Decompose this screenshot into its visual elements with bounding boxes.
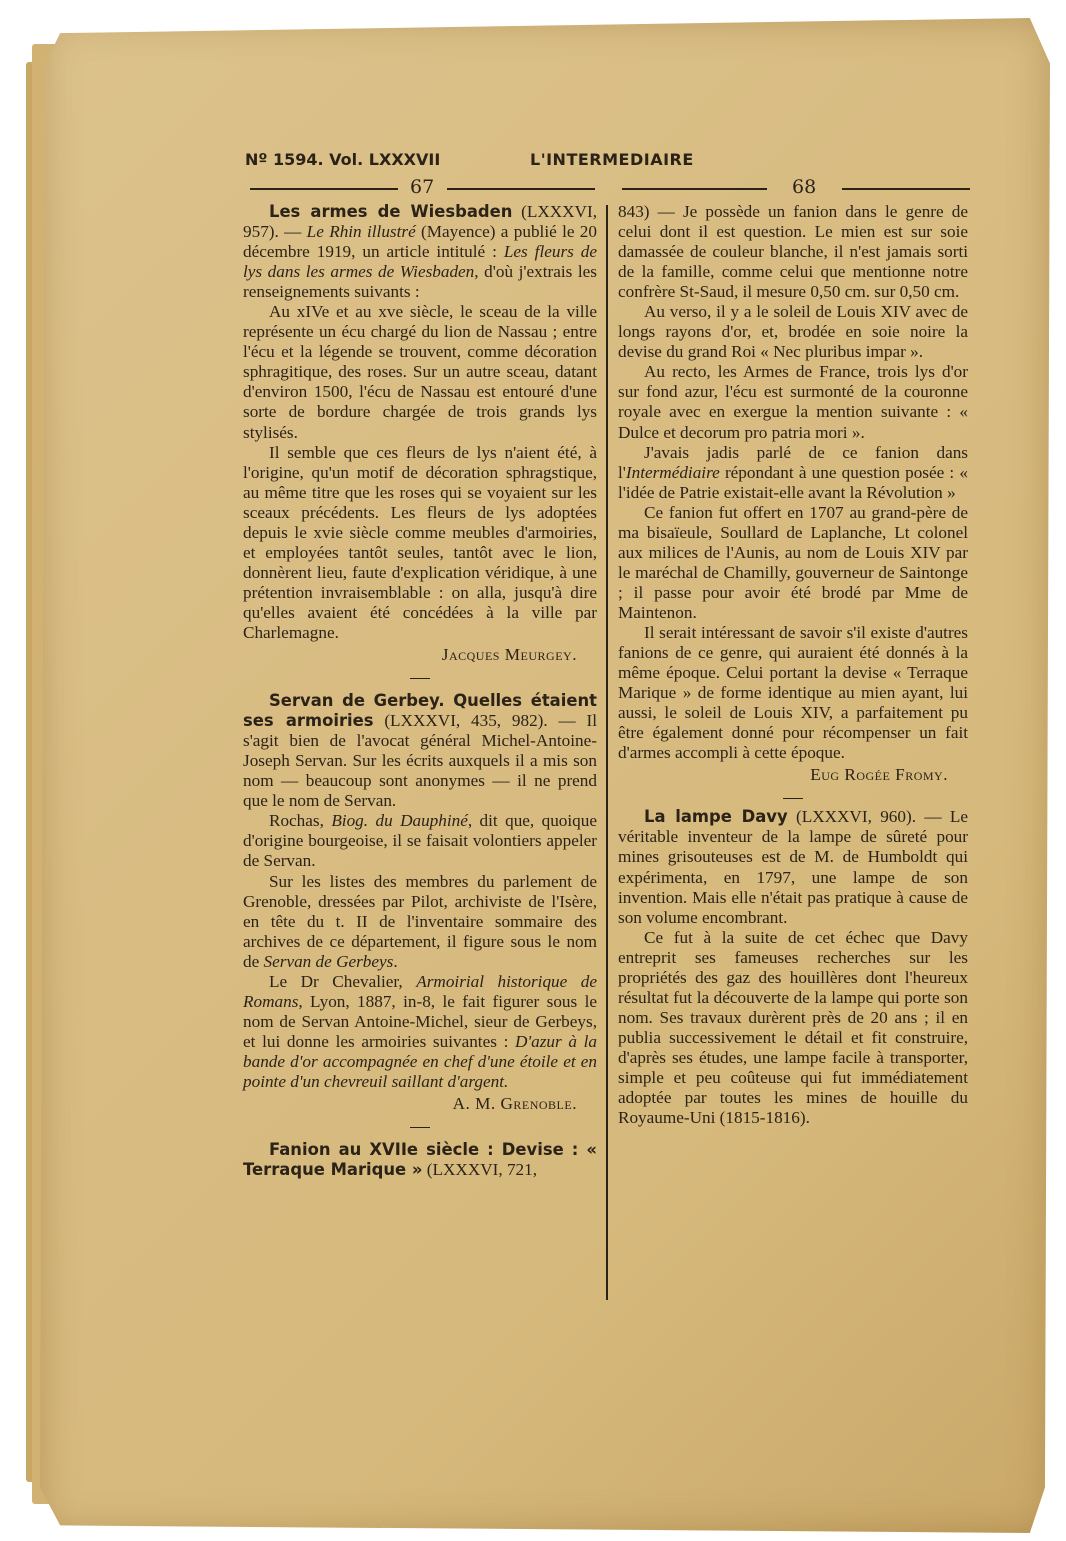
column-left [243,202,597,1180]
article-title: Fanion au XVIIe siècle : Devise : « Terraque Marique » [243,1140,597,1180]
signature: Eug Rogée Fromy. [810,765,948,785]
paragraph: Le Dr Chevalier, Armoirial historique de Romans, Lyon, 1887, in-8, le fait figurer sous le nom de Servan Antoine-Michel, sieur de Gerbeys, et lui donne les armoiries suivantes : D'azur à la bande d'or accompagnée en chef d'une étoile et en pointe d'un chevreuil saillant d'argent. [243,971,597,1091]
page-number-left-row [250,176,595,200]
header-rule [842,188,970,190]
article-title: Les armes de Wiesbaden [269,202,513,221]
signature: A. M. Grenoble. [452,1094,577,1114]
article-separator [243,1116,597,1136]
article-separator [243,667,597,687]
header-rule [447,188,595,190]
article-title: Servan de Gerbey. Quelles étaient ses armoiries [243,691,597,731]
article-fanion-intro: Fanion au XVIIe siècle : Devise : « Terraque Marique » (LXXXVI, 721, [243,1140,597,1180]
paragraph: Au xIVe et au xve siècle, le sceau de la ville représente un écu chargé du lion de Nassau ; entre l'écu et la légende se trouvent, comme décoration sphragitique, des roses. Sur un autre sceau, datant d'environ 1500, l'écu de Nassau est entouré d'une sorte de bordure chargée de trois grands lys stylisés. [243,302,597,442]
article-quoted-title: Les fleurs de lys dans les armes de Wiesbaden [243,242,597,282]
paragraph: Il serait intéressant de savoir s'il existe d'autres fanions de ce genre, qui auraient été donnés à la même époque. Celui portant la devise « Terraque Marique » de forme identique au mien ayant, lui aussi, le soleil de Louis XIV, a parfaitement pu être également donné pour récompenser un fait d'armes accompli à cette époque. [618,622,968,763]
paragraph: J'avais jadis parlé de ce fanion dans l'Intermédiaire répondant à une question posée : « l'idée de Patrie existait-elle avant la Révolution » [618,442,968,502]
header-rule [622,188,767,190]
source-title: Le Rhin illustré [306,222,416,242]
paragraph: Au verso, il y a le soleil de Louis XIV avec de longs rayons d'or, et, brodée en soie noire la devise du grand Roi « Nec pluribus impar ». [618,302,968,362]
paragraph: Rochas, Biog. du Dauphiné, dit que, quoique d'origine bourgeoise, il se faisait volontiers appeler de Servan. [243,811,597,871]
column-right [618,202,968,1128]
page-number-left: 67 [410,176,435,198]
article-wiesbaden-intro: Les armes de Wiesbaden (LXXXVI, 957). — Le Rhin illustré (Mayence) a publié le 20 décembre 1919, un article intitulé : Les fleurs de lys dans les armes de Wiesbaden, d'où j'extrais les renseignements suivants : [243,202,597,302]
journal-title: L'INTERMEDIAIRE [530,150,694,169]
paragraph: Ce fut à la suite de cet échec que Davy entreprit ses fameuses recherches sur les propriétés des gaz des houillères dont l'heureux résultat fut la découverte de la lampe qui porte son nom. Ses travaux durèrent près de 20 ans ; il en publia successivement le détail et fit construire, d'après ses études, une lampe facile à transporter, simple et peu coûteuse qui fut immédiatement adoptée par toutes les mines de houille du Royaume-Uni (1815-1816). [618,927,968,1128]
page-number-right-row [622,176,970,200]
paragraph: Sur les listes des membres du parlement de Grenoble, dressées par Pilot, archiviste de l'Isère, en tête du t. II de l'inventaire sommaire des archives de ce département, il figure sous le nom de Servan de Gerbeys. [243,871,597,971]
armorial-description: D'azur à la bande d'or accompagnée en chef d'une étoile et en pointe d'un chevreuil saillant d'argent. [243,1031,597,1091]
paragraph: Il semble que ces fleurs de lys n'aient été, à l'origine, qu'un motif de décoration sphragstique, au même titre que les roses qui se voyaient sur les sceaux précédents. Les fleurs de lys adoptées depuis le xvie siècle comme meubles d'armoiries, et employées tantôt seules, tantôt avec le lion, donnèrent lieu, faute d'explication véridique, à une prétention invraisemblable : on alla, jusqu'à dire qu'elles avaient été concédées à la ville par Charlemagne. [243,442,597,642]
paragraph: Au recto, les Armes de France, trois lys d'or sur fond azur, l'écu est surmonté de la couronne royale avec en exergue la mention suivante : « Dulce et decorum pro patria mori ». [618,362,968,442]
signature: Jacques Meurgey. [441,645,577,665]
article-servan-intro: Servan de Gerbey. Quelles étaient ses armoiries (LXXXVI, 435, 982). — Il s'agit bien de l'avocat général Michel-Antoine-Joseph Servan. Sur les écrits auxquels il a mis son nom — beaucoup sont anonymes — il ne prend que le nom de Servan. [243,691,597,811]
paragraph: 843) — Je possède un fanion dans le genre de celui dont il est question. Le mien est sur soie damassée de couleur blanche, il n'est jamais sorti de la famille, comme celui que mentionne notre confrère St-Saud, il mesure 0,50 cm. sur 0,50 cm. [618,202,968,302]
paragraph: Ce fanion fut offert en 1707 au grand-père de ma bisaïeule, Soullard de Laplanche, Lt colonel aux milices de l'Aunis, au nom de Louis XIV par le maréchal de Chamilly, gouverneur de Saintonge ; il passe pour avoir été brodé par Mme de Maintenon. [618,502,968,622]
page-number-right: 68 [792,176,817,198]
column-divider [606,205,608,1300]
article-separator [618,787,968,807]
running-header [245,150,975,176]
issue-volume: Nº 1594. Vol. LXXXVII [245,150,441,169]
article-davy-intro: La lampe Davy (LXXXVI, 960). — Le véritable inventeur de la lampe de sûreté pour mines grisouteuses est de M. de Humboldt qui expérimenta, en 1797, une lampe de son invention. Mais elle n'était pas pratique à cause de son volume encombrant. [618,807,968,927]
article-title: La lampe Davy [644,807,788,827]
header-rule [250,188,398,190]
